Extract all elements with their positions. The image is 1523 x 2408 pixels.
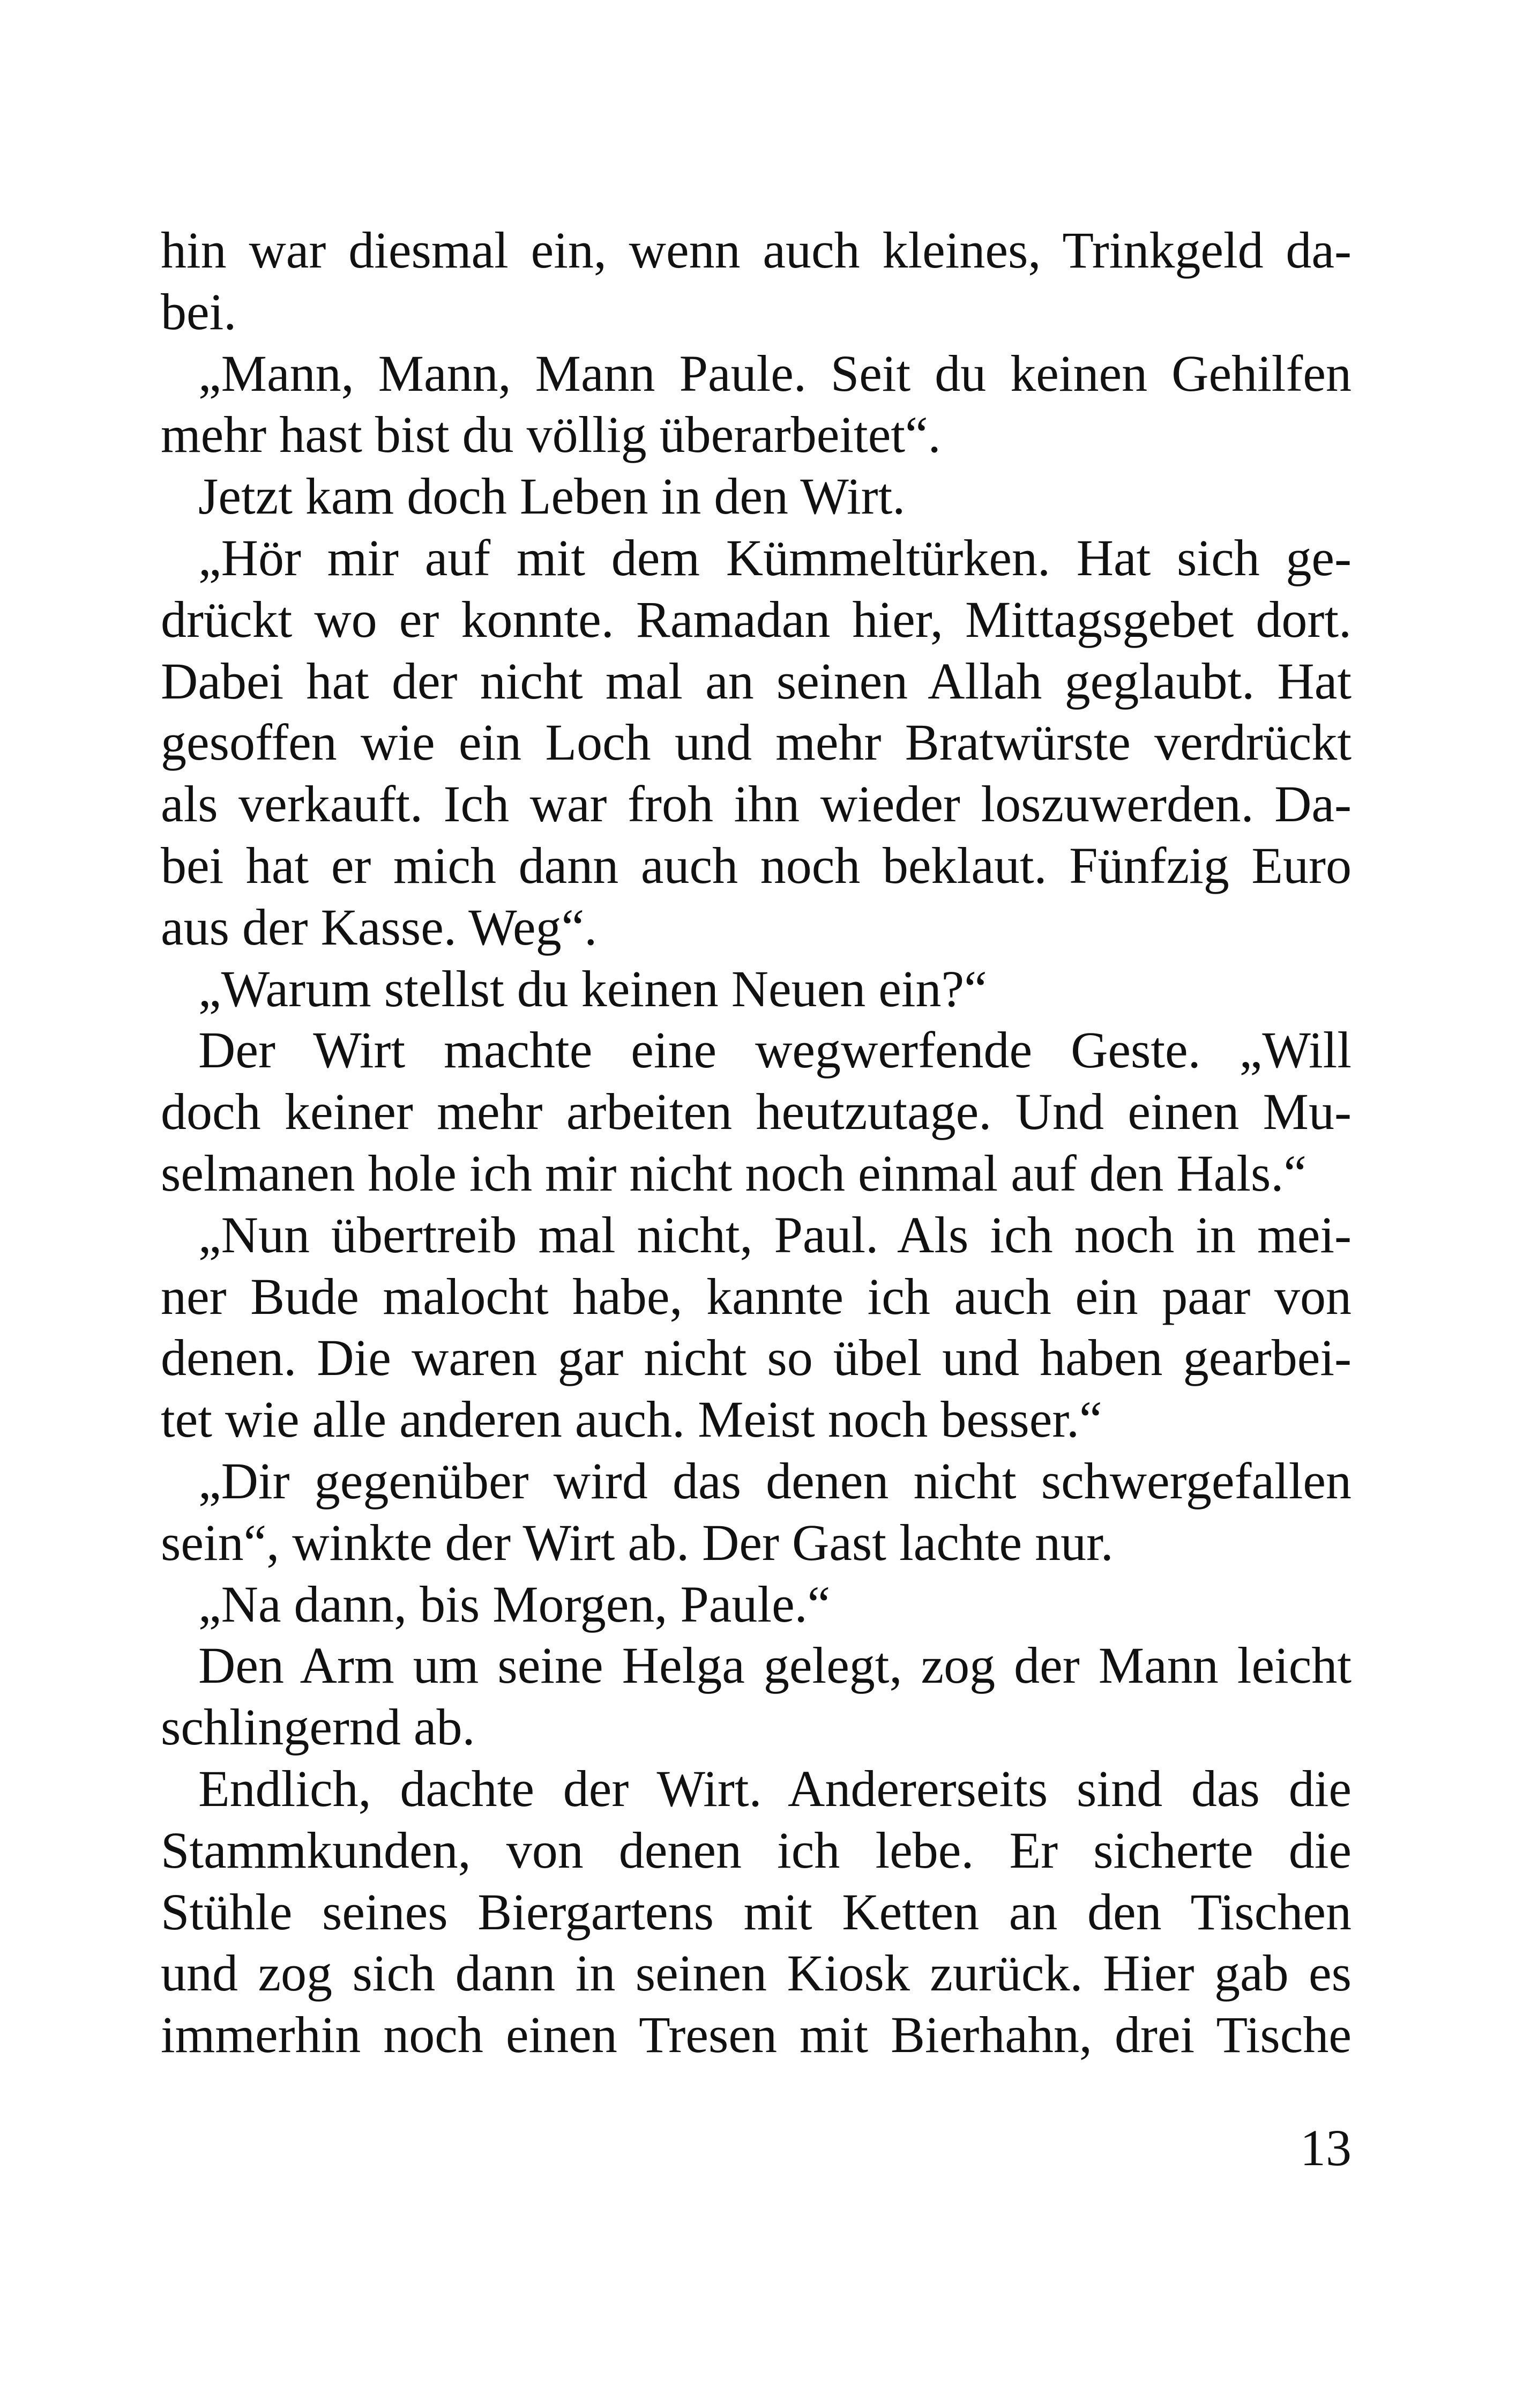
text-line: als verkauft. Ich war froh ihn wieder loszuwerden. Da-	[161, 775, 1352, 833]
text-line: Stammkunden, von denen ich lebe. Er sicherte die	[161, 1821, 1352, 1879]
body-text	[161, 220, 1352, 2066]
text-line: mehr hast bist du völlig überarbeitet“.	[161, 406, 941, 464]
text-line: schlingernd ab.	[161, 1698, 475, 1756]
page-number: 13	[1300, 2119, 1352, 2176]
text-line: Stühle seines Biergartens mit Ketten an den Tischen	[161, 1883, 1352, 1941]
text-line: „Dir gegenüber wird das denen nicht schwergefallen	[198, 1452, 1352, 1510]
text-line: Jetzt kam doch Leben in den Wirt.	[198, 467, 906, 525]
text-line: hin war diesmal ein, wenn auch kleines, Trinkgeld da-	[161, 221, 1352, 279]
text-line: tet wie alle anderen auch. Meist noch besser.“	[161, 1391, 1102, 1448]
text-line: „Na dann, bis Morgen, Paule.“	[198, 1575, 831, 1633]
text-line: drückt wo er konnte. Ramadan hier, Mittagsgebet dort.	[161, 590, 1352, 648]
text-line: selmanen hole ich mir nicht noch einmal auf den Hals.“	[161, 1144, 1307, 1202]
text-line: immerhin noch einen Tresen mit Bierhahn, drei Tische	[161, 2006, 1352, 2064]
text-line: denen. Die waren gar nicht so übel und haben gearbei-	[161, 1329, 1352, 1387]
text-line: „Warum stellst du keinen Neuen ein?“	[198, 960, 987, 1017]
text-line: Der Wirt machte eine wegwerfende Geste. „Will	[198, 1021, 1352, 1079]
text-line: Endlich, dachte der Wirt. Andererseits sind das die	[198, 1759, 1352, 1817]
text-line: Dabei hat der nicht mal an seinen Allah geglaubt. Hat	[161, 652, 1352, 710]
text-line: Den Arm um seine Helga gelegt, zog der Mann leicht	[198, 1637, 1352, 1694]
text-line: ner Bude malocht habe, kannte ich auch ein paar von	[161, 1267, 1352, 1325]
text-line: gesoffen wie ein Loch und mehr Bratwürste verdrückt	[161, 714, 1352, 771]
text-line: doch keiner mehr arbeiten heutzutage. Und einen Mu-	[161, 1083, 1352, 1141]
text-line: aus der Kasse. Weg“.	[161, 898, 598, 956]
text-line: bei.	[161, 283, 237, 340]
text-line: bei hat er mich dann auch noch beklaut. Fünfzig Euro	[161, 836, 1352, 894]
text-line: sein“, winkte der Wirt ab. Der Gast lachte nur.	[161, 1513, 1114, 1571]
text-line: und zog sich dann in seinen Kiosk zurück. Hier gab es	[161, 1944, 1352, 2002]
text-line: „Nun übertreib mal nicht, Paul. Als ich noch in mei-	[198, 1206, 1352, 1264]
text-line: „Mann, Mann, Mann Paule. Seit du keinen Gehilfen	[198, 344, 1352, 402]
text-line: „Hör mir auf mit dem Kümmeltürken. Hat sich ge-	[198, 529, 1352, 586]
